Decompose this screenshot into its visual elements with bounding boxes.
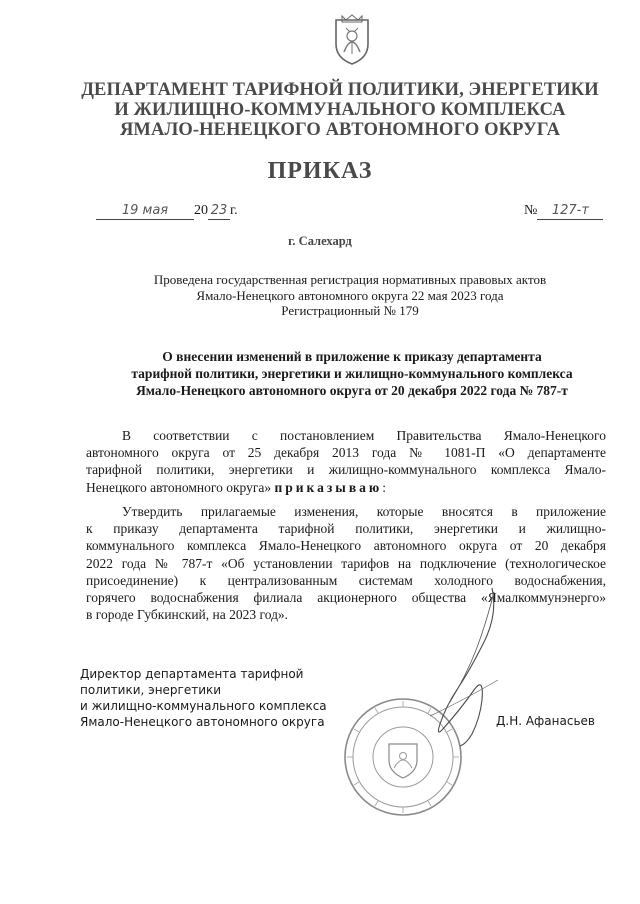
document-type: ПРИКАЗ (267, 158, 373, 184)
preamble-paragraph: В соответствии с постановлением Правительства Ямало-Ненецкого автономного округа от 25 декабря 2013 года № 1081-П «О департаменте тарифной политики, энергетики и жилищно-коммунального комплекса Ямало- Ненецкого автономного округа» приказываю: (86, 428, 606, 495)
date-day: 19 мая (121, 203, 169, 218)
date-year: 23 (210, 203, 228, 218)
signer-position: Директор департамента тарифной политики, энергетики и жилищно-коммунального комплекса Ямало-Ненецкого автономного округа (80, 667, 327, 729)
department-name: ДЕПАРТАМЕНТ ТАРИФНОЙ ПОЛИТИКИ, ЭНЕРГЕТИКИ И ЖИЛИЩНО-КОММУНАЛЬНОГО КОМПЛЕКСА ЯМАЛО-НЕНЕЦКОГО АВТОНОМНОГО ОКРУГА (81, 80, 599, 140)
date-suffix: г. (230, 203, 238, 218)
document-date (96, 203, 238, 220)
document-subject: О внесении изменений в приложение к приказу департамента тарифной политики, энергетики и жилищно-коммунального комплекса Ямало-Ненецкого автономного округа от 20 декабря 2022 года № 787-т (131, 349, 573, 398)
number-prefix: № (524, 203, 538, 218)
order-word: приказываю (274, 479, 383, 495)
handwritten-signature-icon (400, 584, 530, 754)
date-year-prefix: 20 (194, 203, 208, 218)
city: г. Салехард (288, 234, 352, 248)
coat-of-arms-icon (330, 14, 374, 66)
document-number (524, 203, 603, 220)
number-value: 127-т (551, 203, 589, 218)
order-paragraph: Утвердить прилагаемые изменения, которые вносятся в приложение к приказу департамента тарифной политики, энергетики и жилищно- коммунального комплекса Ямало-Ненецкого автономного округа от 20 декабря 2022 года № 787-т «Об установлении тарифов на подключение (технологическое присоединение) к централизованным системам холодного водоснабжения, горячего водоснабжения филиала акционерного общества «Ямалкоммунэнерго» в городе Губкинский, на 2023 год». (86, 504, 606, 623)
registration-note: Проведена государственная регистрация нормативных правовых актов Ямало-Ненецкого автономного округа 22 мая 2023 года Регистрационный № 179 (153, 272, 547, 318)
signer-name: Д.Н. Афанасьев (496, 714, 595, 728)
